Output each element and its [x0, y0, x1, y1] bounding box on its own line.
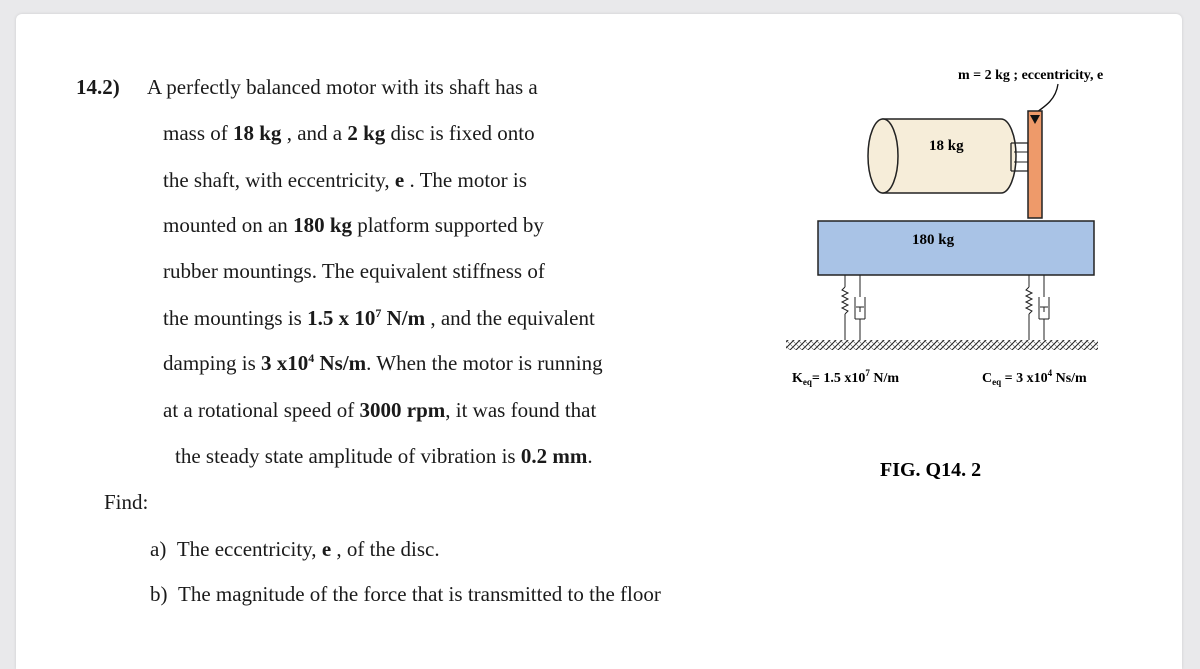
text-run: 1.5 x 10 — [307, 306, 376, 330]
disc-label: m = 2 kg ; eccentricity, e — [958, 68, 1104, 83]
text-run: the steady state amplitude of vibration is — [175, 444, 521, 468]
text-run: disc is fixed onto — [385, 121, 535, 145]
problem-number: 14.2) — [76, 75, 120, 99]
ceq-exponent: 4 — [1047, 368, 1053, 378]
figure-caption: FIG. Q14. 2 — [880, 459, 982, 481]
find-marker: b) — [150, 582, 168, 606]
text-run: mounted on an — [163, 213, 294, 237]
keq-subscript: eq — [802, 377, 812, 387]
left-spring — [842, 275, 848, 340]
text-run: , and the equivalent — [425, 306, 595, 330]
amplitude-value: 0.2 mm — [520, 444, 588, 468]
ceq-symbol: C — [982, 371, 993, 386]
exponent: 7 — [375, 306, 382, 320]
text-run: , it was found that — [445, 398, 597, 422]
left-damper — [855, 275, 865, 340]
keq-value: = 1.5 x10 — [811, 371, 866, 386]
text-run: rubber mountings. The equivalent stiffness of — [163, 259, 545, 283]
text-run: N/m — [381, 306, 426, 330]
keq-symbol: K — [792, 371, 803, 386]
motor-cylinder — [868, 119, 1016, 193]
speed-value: 3000 rpm — [359, 398, 446, 422]
ceq-unit: Ns/m — [1052, 371, 1087, 386]
text-run: , and a — [281, 121, 348, 145]
motor-mass-label: 18 kg — [929, 138, 964, 154]
exponent: 4 — [308, 351, 315, 365]
text-run: The magnitude of the force that is transmitted to the floor — [178, 582, 661, 606]
text-run: , of the disc. — [331, 537, 440, 561]
vibration-system-figure — [16, 14, 1182, 669]
text-run: . — [587, 444, 593, 468]
keq-label — [792, 368, 899, 387]
text-run: The eccentricity, — [176, 537, 322, 561]
text-run: platform supported by — [352, 213, 544, 237]
find-marker: a) — [150, 537, 167, 561]
text-run: . The motor is — [404, 168, 527, 192]
text-run: the shaft, with eccentricity, — [163, 168, 395, 192]
platform-mass-label: 180 kg — [912, 232, 955, 248]
document-page — [16, 14, 1182, 669]
text-run: Ns/m — [314, 351, 367, 375]
disc-mass-value: 2 kg — [347, 121, 386, 145]
ceq-subscript: eq — [992, 377, 1002, 387]
text-run: A perfectly balanced motor with its shaft has a — [147, 75, 538, 99]
keq-unit: N/m — [869, 371, 900, 386]
right-damper — [1039, 275, 1049, 340]
text-run: damping is — [163, 351, 261, 375]
platform — [818, 221, 1094, 275]
eccentric-disc — [1028, 111, 1042, 218]
text-run: the mountings is — [163, 306, 308, 330]
find-label: Find: — [104, 490, 149, 514]
right-spring — [1026, 275, 1032, 340]
ground — [786, 340, 1098, 350]
platform-mass-value: 180 kg — [293, 213, 352, 237]
eccentricity-symbol: e — [321, 537, 332, 561]
text-run: mass of — [163, 121, 233, 145]
motor-mass-value: 18 kg — [233, 121, 282, 145]
eccentricity-symbol: e — [394, 168, 405, 192]
ceq-label — [982, 368, 1087, 387]
text-run: 3 x10 — [261, 351, 309, 375]
text-run: . When the motor is running — [366, 351, 603, 375]
keq-exponent: 7 — [865, 368, 870, 378]
text-run: at a rotational speed of — [163, 398, 360, 422]
disc-pointer-line — [1034, 84, 1058, 114]
ceq-value: = 3 x10 — [1001, 371, 1048, 386]
